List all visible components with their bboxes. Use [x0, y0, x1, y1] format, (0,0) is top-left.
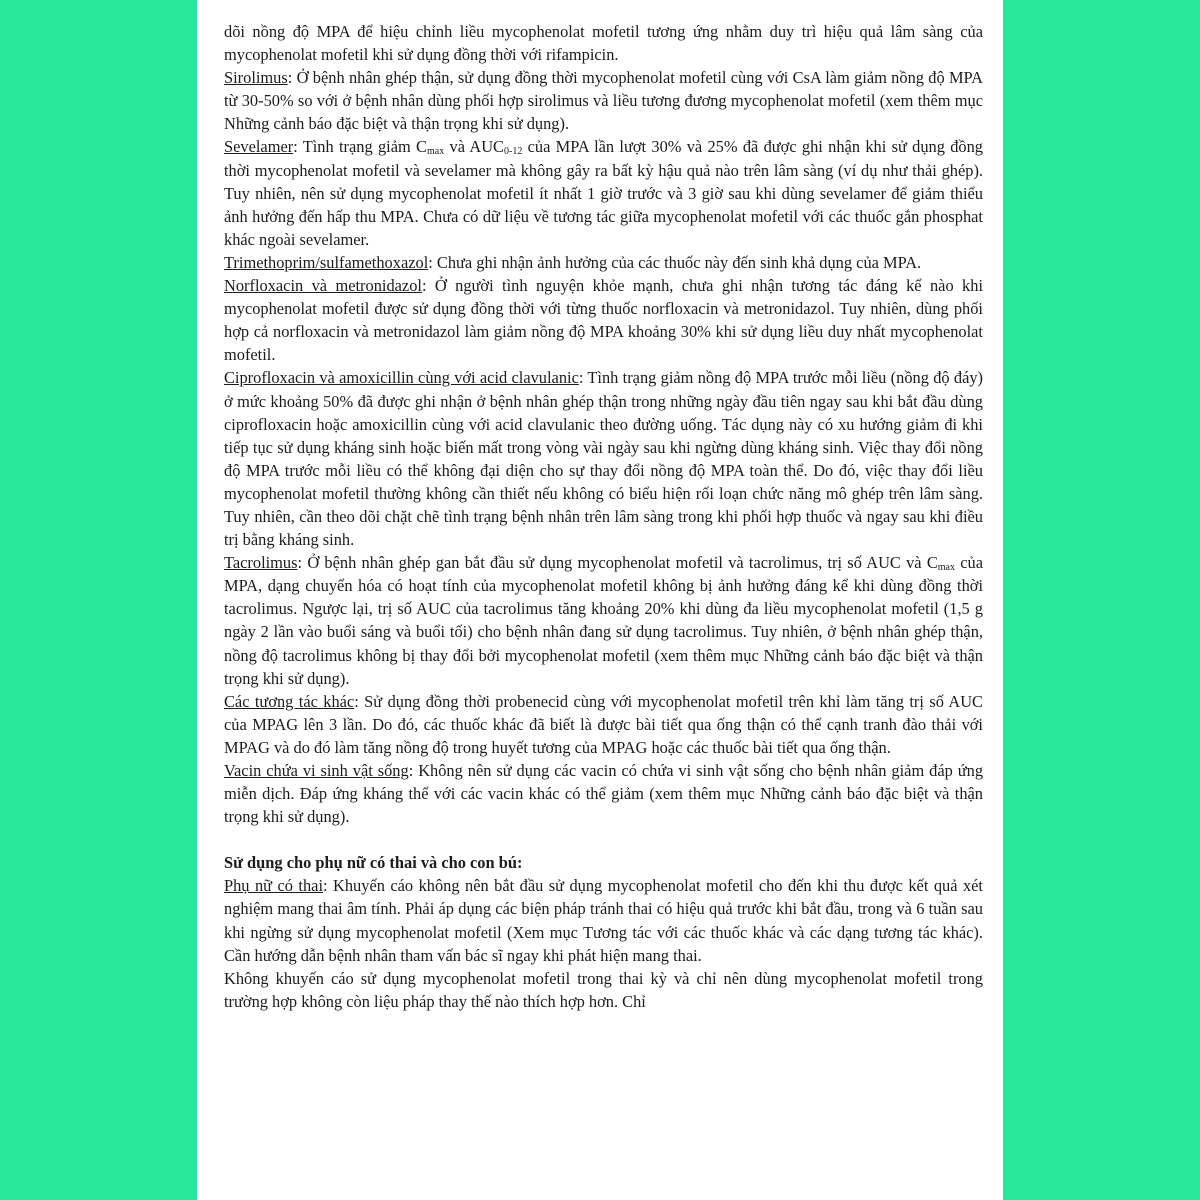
paragraph-text: của MPA, dạng chuyển hóa có hoạt tính của mycophenolat mofetil không bị ảnh hưởng đáng kể khi dùng đồng thời tacrolimus. Ngược lại, trị số AUC của tacrolimus tăng khoảng 20% khi dùng đa liều mycophenolat mofetil (1,5 g ngày 2 lần vào buổi sáng và buổi tối) cho bệnh nhân đang sử dụng tacrolimus. Tuy nhiên, ở bệnh nhân ghép thận, nồng độ tacrolimus không bị thay đổi bởi mycophenolat mofetil (xem thêm mục Những cảnh báo đặc biệt và thận trọng khi sử dụng). [224, 553, 984, 688]
paragraph-term: Trimethoprim/sulfamethoxazol [224, 252, 429, 272]
document-page [197, 0, 1003, 1200]
paragraph-tacrolimus [224, 551, 983, 690]
paragraph-sevelamer [224, 135, 983, 250]
paragraph-rifampicin-continued [224, 20, 983, 66]
paragraph-term: Sevelamer [224, 137, 294, 157]
paragraph-text: : Tình trạng giảm nồng độ MPA trước mỗi liều (nồng độ đáy) ở mức khoảng 50% đã được ghi nhận ở bệnh nhân ghép thận trong những ngày đầu tiên ngay sau khi bắt đầu dùng ciprofloxacin hoặc amoxicillin cùng với acid clavulanic theo đường uống. Tác dụng này có xu hướng giảm đi khi tiếp tục sử dụng kháng sinh hoặc biến mất trong vòng vài ngày sau khi ngừng dùng kháng sinh. Việc thay đổi nồng độ MPA trước mỗi liều có thể không đại diện cho sự thay đổi nồng độ MPA toàn thể. Do đó, việc thay đổi liều mycophenolat mofetil thường không cần thiết nếu không có biểu hiện rối loạn chức năng mô ghép trên lâm sàng. Tuy nhiên, cần theo dõi chặt chẽ tình trạng bệnh nhân trên lâm sàng trong khi phối hợp thuốc và ngay sau khi điều trị bằng kháng sinh. [224, 368, 984, 550]
subscript-0-12: 0-12 [503, 146, 523, 158]
paragraph-live-vaccines [224, 759, 983, 828]
subscript-max: max [426, 146, 445, 158]
paragraph-text: : Khuyến cáo không nên bắt đầu sử dụng mycophenolat mofetil cho đến khi thu được kết quả xét nghiệm mang thai âm tính. Phải áp dụng các biện pháp tránh thai có hiệu quả trước khi bắt đầu, trong và 6 tuần sau khi ngừng sử dụng mycophenolat mofetil (Xem mục Tương tác với các thuốc khác và các dạng tương tác khác). Cần hướng dẫn bệnh nhân tham vấn bác sĩ ngay khi phát hiện mang thai. [224, 876, 983, 965]
paragraph-term: Các tương tác khác [224, 691, 355, 711]
paragraph-text: : Ở người tình nguyện khỏe mạnh, chưa ghi nhận tương tác đáng kể nào khi mycophenolat mofetil được sử dụng đồng thời với từng thuốc norfloxacin và metronidazol. Tuy nhiên, dùng phối hợp cả norfloxacin và metronidazol làm giảm nồng độ MPA khoảng 30% khi sử dụng liều duy nhất mycophenolat mofetil. [224, 276, 983, 365]
paragraph-text: và AUC [444, 137, 504, 157]
paragraph-text: : Không nên sử dụng các vacin có chứa vi sinh vật sống cho bệnh nhân giảm đáp ứng miễn dịch. Đáp ứng kháng thể với các vacin khác có thể giảm (xem thêm mục Những cảnh báo đặc biệt và thận trọng khi sử dụng). [224, 761, 984, 827]
paragraph-other-interactions [224, 690, 983, 759]
paragraph-term: Ciprofloxacin và amoxicillin cùng với acid clavulanic [224, 368, 579, 388]
paragraph-text: Không khuyến cáo sử dụng mycophenolat mofetil trong thai kỳ và chỉ nên dùng mycophenolat mofetil trong trường hợp không còn liệu pháp thay thế nào thích hợp hơn. Chỉ [224, 968, 983, 1011]
paragraph-text: : Sử dụng đồng thời probenecid cùng với mycophenolat mofetil trên khỉ làm tăng trị số AUC của MPAG lên 3 lần. Do đó, các thuốc khác đã biết là được bài tiết qua ống thận có thể cạnh tranh đào thải với MPAG và do đó làm tăng nồng độ trong huyết tương của MPAG hoặc các thuốc bài tiết qua ống thận. [224, 691, 983, 757]
paragraph-text: dõi nồng độ MPA để hiệu chỉnh liều mycophenolat mofetil tương ứng nhằm duy trì hiệu quả lâm sàng của mycophenolat mofetil khi sử dụng đồng thời với rifampicin. [224, 22, 983, 65]
paragraph-pregnancy [224, 874, 983, 966]
paragraph-trimethoprim [224, 251, 983, 274]
subscript-max: max [937, 562, 955, 574]
paragraph-term: Norfloxacin và metronidazol [224, 276, 422, 296]
paragraph-text: : Chưa ghi nhận ảnh hưởng của các thuốc này đến sinh khả dụng của MPA. [428, 252, 922, 272]
paragraph-pregnancy-not-recommended [224, 967, 983, 1013]
paragraph-sirolimus [224, 66, 983, 135]
paragraph-ciprofloxacin [224, 366, 983, 551]
paragraph-text: của MPA lần lượt 30% và 25% đã được ghi nhận khi sử dụng đồng thời mycophenolat mofetil và sevelamer mà không gây ra bất kỳ hậu quả nào trên lâm sàng (ví dụ như thải ghép). Tuy nhiên, nên sử dụng mycophenolat mofetil ít nhất 1 giờ trước và 3 giờ sau khi dùng sevelamer để giảm thiểu ảnh hưởng đến hấp thu MPA. Chưa có dữ liệu về tương tác giữa mycophenolat mofetil với các thuốc gắn phosphat khác ngoài sevelamer. [224, 137, 983, 249]
paragraph-text: : Ở bệnh nhân ghép thận, sử dụng đồng thời mycophenolat mofetil cùng với CsA làm giảm nồng độ MPA từ 30-50% so với ở bệnh nhân dùng phối hợp sirolimus và liều tương đương mycophenolat mofetil (xem thêm mục Những cảnh báo đặc biệt và thận trọng khi sử dụng). [224, 68, 983, 134]
section-heading: Sử dụng cho phụ nữ có thai và cho con bú: [224, 853, 523, 873]
paragraph-term: Tacrolimus [224, 553, 298, 573]
paragraph-term: Sirolimus [224, 68, 288, 88]
paragraph-norfloxacin [224, 274, 983, 366]
paragraph-term: Phụ nữ có thai [224, 876, 324, 896]
paragraph-term: Vacin chứa vi sinh vật sống [224, 761, 409, 780]
paragraph-text: : Ở bệnh nhân ghép gan bắt đầu sử dụng mycophenolat mofetil và tacrolimus, trị số AUC và C [297, 553, 938, 573]
paragraph-text: : Tình trạng giảm C [293, 137, 427, 157]
